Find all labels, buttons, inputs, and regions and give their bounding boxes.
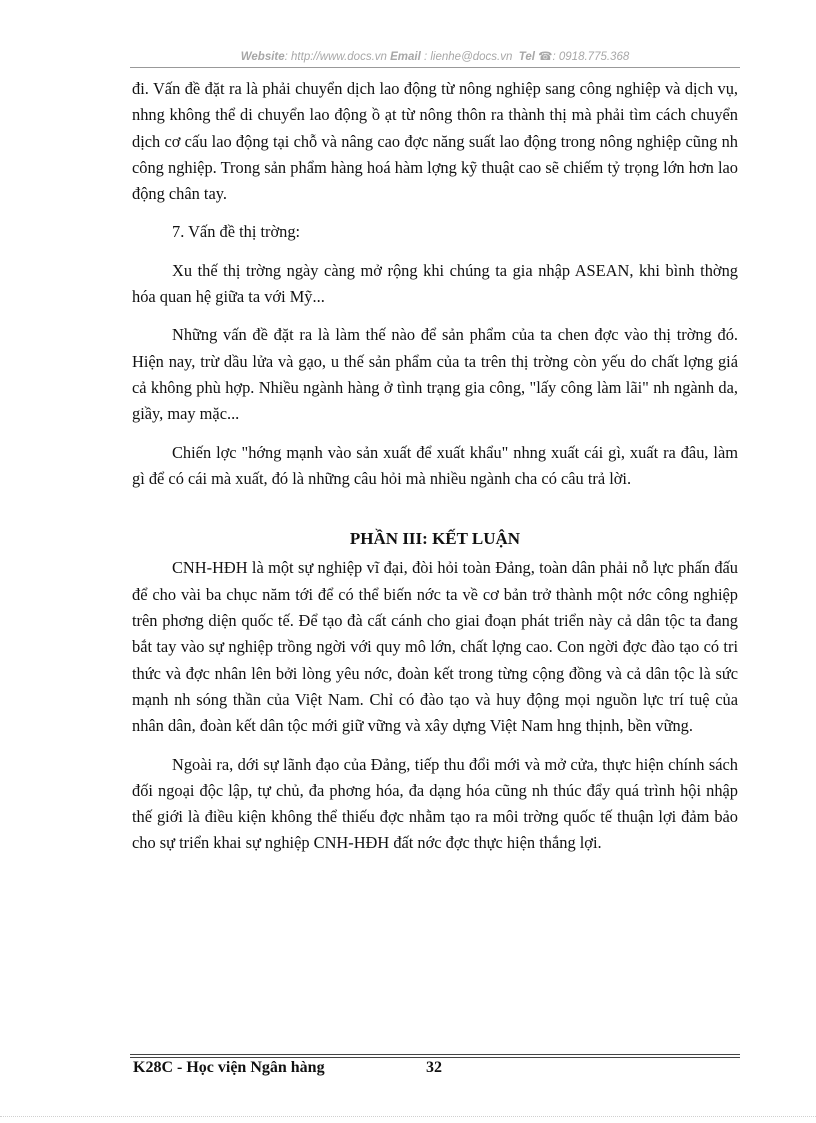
page-header <box>130 49 740 63</box>
paragraph-7: Ngoài ra, dới sự lãnh đạo của Đảng, tiếp thu đổi mới và mở cửa, thực hiện chính sách đối ngoại độc lập, tự chủ, đa phơng hóa, đa dạng hóa cũng nh thúc đẩy quá trình hội nhập thế giới là điều kiện không thể thiếu đợc nhằm tạo ra môi trờng quốc tế thuận lợi đảm bảo cho sự triển khai sự nghiệp CNH-HĐH đất nớc đợc thực hiện thắng lợi. <box>132 754 738 853</box>
page-number: 32 <box>426 1059 442 1076</box>
paragraph-5: Chiến lợc "hớng mạnh vào sản xuất để xuất khẩu" nhng xuất cái gì, xuất ra đâu, làm gì để có cái mà xuất, đó là những câu hỏi mà nhiều ngành cha có câu trả lời. <box>132 442 738 488</box>
section-title: PHẦN III: KẾT LUẬN <box>349 529 521 549</box>
website-url: : http://www.docs.vn <box>284 51 387 63</box>
tel-label: Tel <box>518 51 535 63</box>
tel-number: ☎: 0918.775.368 <box>534 51 630 63</box>
page-bottom-border <box>0 1116 816 1117</box>
paragraph-1: đi. Vấn đề đặt ra là phải chuyển dịch lao động từ nông nghiệp sang công nghiệp và dịch vụ, nhng không thể di chuyển lao động ồ ạt từ nông thôn ra thành thị mà phải tìm cách chuyển dịch cơ cấu lao động tại chỗ và nâng cao đợc năng suất lao động trong nông nghiệp cũng nh công nghiệp. Trong sản phẩm hàng hoá hàm lợng kỹ thuật cao sẽ chiếm tỷ trọng lớn hơn lao động chân tay. <box>132 79 738 204</box>
website-label: Website <box>240 51 285 63</box>
page-footer <box>133 1059 442 1077</box>
email-label: Email <box>390 51 421 63</box>
document-body <box>132 76 738 869</box>
footer-divider-top <box>130 1054 740 1055</box>
paragraph-3: Xu thế thị trờng ngày càng mở rộng khi chúng ta gia nhập ASEAN, khi bình thờng hóa quan hệ giữa ta với Mỹ... <box>132 260 738 307</box>
paragraph-6: CNH-HĐH là một sự nghiệp vĩ đại, đòi hỏi toàn Đảng, toàn dân phải nỗ lực phấn đấu để cho vài ba chục năm tới để có thể biến nớc ta về cơ bản trở thành một nớc công nghiệp trên phơng diện quốc tế. Để tạo đà cất cánh cho giai đoạn phát triển này cả dân tộc ta đang bắt tay vào sự nghiệp trồng ngời với quy mô lớn, chất lợng cao. Con ngời đợc đào tạo có tri thức và đợc nhân lên bởi lòng yêu nớc, đoàn kết trong từng cộng đồng và cả dân tộc là sức mạnh nh sóng thần của Việt Nam. Chỉ có đào tạo và huy động mọi nguồn lực trí tuệ của nhân dân, đoàn kết dân tộc mới giữ vững và xây dựng Việt Nam hng thịnh, bền vững. <box>132 558 738 736</box>
paragraph-4: Những vấn đề đặt ra là làm thế nào để sản phẩm của ta chen đợc vào thị trờng đó. Hiện nay, trừ dầu lửa và gạo, u thế sản phẩm của ta trên thị trờng còn yếu do chất lợng giá cả không phù hợp. Nhiều ngành hàng ở tình trạng gia công, "lấy công làm lãi" nh ngành da, giầy, may mặc... <box>132 325 738 424</box>
email-address: : lienhe@docs.vn <box>420 51 513 63</box>
header-divider <box>130 67 740 68</box>
footer-divider-bottom <box>130 1057 740 1058</box>
footer-institution: K28C - Học viện Ngân hàng <box>133 1059 325 1076</box>
paragraph-2-heading: 7. Vấn đề thị trờng: <box>172 222 301 242</box>
